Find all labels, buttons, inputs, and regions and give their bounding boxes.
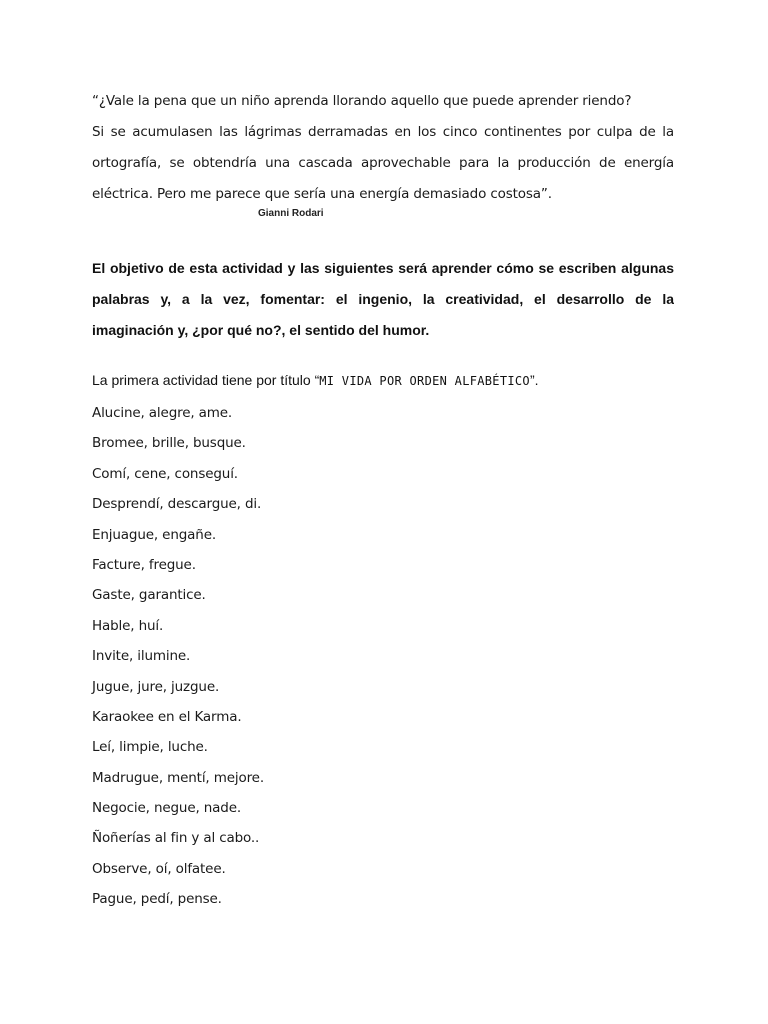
objective-line: palabras y, a la vez, fomentar: el ingenio, la creatividad, el desarrollo de la xyxy=(92,291,674,307)
list-item: Gaste, garantice. xyxy=(92,587,206,604)
objective-paragraph xyxy=(92,253,674,346)
quote-line: Si se acumulasen las lágrimas derramadas en los cinco continentes por culpa de la xyxy=(92,124,674,140)
list-item: Madrugue, mentí, mejore. xyxy=(92,769,264,786)
intro-suffix: ”. xyxy=(529,372,539,388)
list-item: Pague, pedí, pense. xyxy=(92,891,222,908)
list-item: Ñoñerías al fin y al cabo.. xyxy=(92,830,260,847)
list-item: Alucine, alegre, ame. xyxy=(92,405,233,421)
quote-line: ortografía, se obtendría una cascada aprovechable para la producción de energía xyxy=(92,155,674,171)
objective-line: imaginación y, ¿por qué no?, el sentido del humor. xyxy=(92,322,430,338)
quote-line: eléctrica. Pero me parece que sería una energía demasiado costosa”. xyxy=(92,186,552,202)
objective-line: El objetivo de esta actividad y las siguientes será aprender cómo se escriben algunas xyxy=(92,260,674,276)
quote-author: Gianni Rodari xyxy=(258,208,324,219)
list-item: Invite, ilumine. xyxy=(92,648,191,665)
list-item: Enjuague, engañe. xyxy=(92,526,216,543)
list-item: Hable, huí. xyxy=(92,617,164,634)
list-item: Bromee, brille, busque. xyxy=(92,435,246,452)
list-item: Negocie, negue, nade. xyxy=(92,800,242,817)
activity-title: MI VIDA POR ORDEN ALFABÉTICO xyxy=(319,374,530,388)
list-item: Observe, oí, olfatee. xyxy=(92,860,226,877)
rodari-quote xyxy=(92,86,674,210)
list-item: Jugue, jure, juzgue. xyxy=(92,678,220,695)
alphabet-list xyxy=(92,398,264,915)
list-item: Karaokee en el Karma. xyxy=(92,708,242,725)
list-item: Comí, cene, conseguí. xyxy=(92,465,238,482)
activity-intro xyxy=(92,372,539,388)
list-item: Leí, limpie, luche. xyxy=(92,739,208,756)
intro-prefix: La primera actividad tiene por título “ xyxy=(92,372,320,388)
list-item: Desprendí, descargue, di. xyxy=(92,496,262,513)
quote-line: “¿Vale la pena que un niño aprenda llorando aquello que puede aprender riendo? xyxy=(92,93,632,109)
list-item: Facture, fregue. xyxy=(92,556,196,573)
